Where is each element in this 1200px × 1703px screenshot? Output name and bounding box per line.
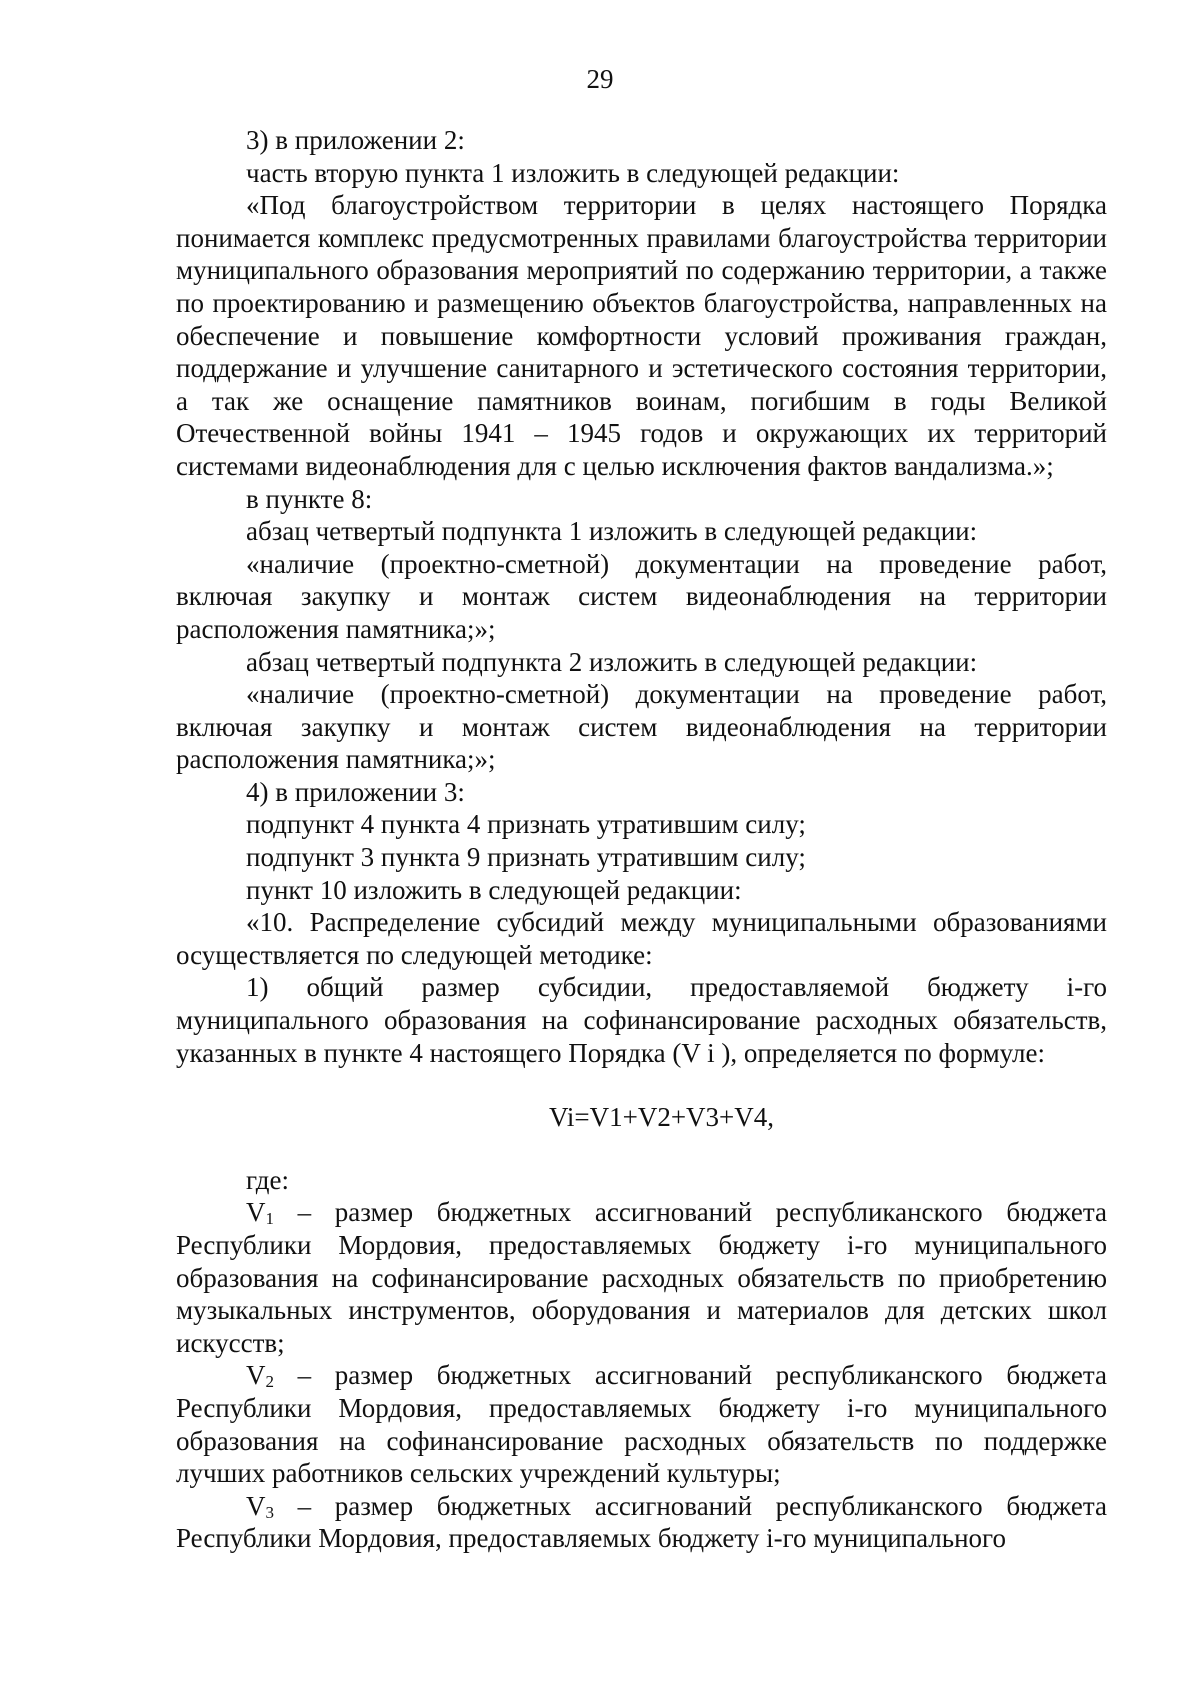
paragraph-6: «наличие (проектно-сметной) документации на проведение работ, включая закупку и монтаж систем видеонаблюдения на территории расположения памятника;»; — [176, 548, 1107, 644]
paragraph-10: подпункт 4 пункта 4 признать утратившим силу; — [246, 809, 806, 840]
definition-symbol: V — [246, 1360, 266, 1391]
paragraph-5: абзац четвертый подпункта 1 изложить в следующей редакции: — [246, 516, 978, 547]
definition-subscript: 2 — [265, 1372, 274, 1392]
paragraph-3: «Под благоустройством территории в целях настоящего Порядка понимается комплекс предусмотренных правилами благоустройства территории муниципального образования мероприятий по содержанию территории, а также по проектированию и размещению объектов благоустройства, направленных на обеспечение и повышение комфортности условий проживания граждан, поддержание и улучшение санитарного и эстетического состояния территории, а так же оснащение памятников воинам, погибшим в годы Великой Отечественной войны 1941 – 1945 годов и окружающих их территорий системами видеонаблюдения для с целью исключения фактов вандализма.»; — [176, 190, 1107, 481]
paragraph-8: «наличие (проектно-сметной) документации на проведение работ, включая закупку и монтаж систем видеонаблюдения на территории расположения памятника;»; — [176, 679, 1107, 775]
paragraph-12: пункт 10 изложить в следующей редакции: — [246, 874, 742, 905]
definition-v2 — [176, 1359, 1107, 1489]
paragraph-1: 3) в приложении 2: — [246, 125, 465, 155]
document-body — [176, 124, 1107, 1555]
definition-symbol: V — [246, 1197, 266, 1228]
definition-subscript: 1 — [265, 1209, 274, 1229]
definition-subscript: 3 — [265, 1502, 274, 1522]
paragraph-4: в пункте 8: — [246, 483, 373, 514]
paragraph-7: абзац четвертый подпункта 2 изложить в следующей редакции: — [246, 646, 978, 677]
paragraph-2: часть вторую пункта 1 изложить в следующей редакции: — [246, 157, 900, 188]
definition-v3 — [176, 1490, 1107, 1555]
paragraph-9: 4) в приложении 3: — [246, 776, 465, 807]
paragraph-13: «10. Распределение субсидий между муниципальными образованиями осуществляется по следующей методике: — [176, 907, 1107, 970]
definition-text: – размер бюджетных ассигнований республиканского бюджета Республики Мордовия, предоставляемых бюджету i-го муниципального образования на софинансирование расходных обязательств по поддержке лучших работников сельских учреждений культуры; — [176, 1360, 1107, 1489]
definition-text: – размер бюджетных ассигнований республиканского бюджета Республики Мордовия, предоставляемых бюджету i-го муниципального образования на софинансирование расходных обязательств по приобретению музыкальных инструментов, оборудования и материалов для детских школ искусств; — [176, 1197, 1107, 1358]
definition-text: – размер бюджетных ассигнований республиканского бюджета Республики Мордовия, предоставляемых бюджету i-го муниципального — [176, 1490, 1107, 1554]
page-number: 29 — [586, 64, 614, 94]
paragraph-11: подпункт 3 пункта 9 признать утратившим силу; — [246, 842, 806, 873]
definition-v1 — [176, 1196, 1107, 1359]
where-label: где: — [246, 1164, 289, 1195]
formula: Vi=V1+V2+V3+V4, — [548, 1102, 775, 1133]
paragraph-14: 1) общий размер субсидии, предоставляемой бюджету i-го муниципального образования на софинансирование расходных обязательств, указанных в пункте 4 настоящего Порядка (V i ), определяется по формуле: — [176, 972, 1107, 1068]
definition-symbol: V — [246, 1490, 266, 1521]
